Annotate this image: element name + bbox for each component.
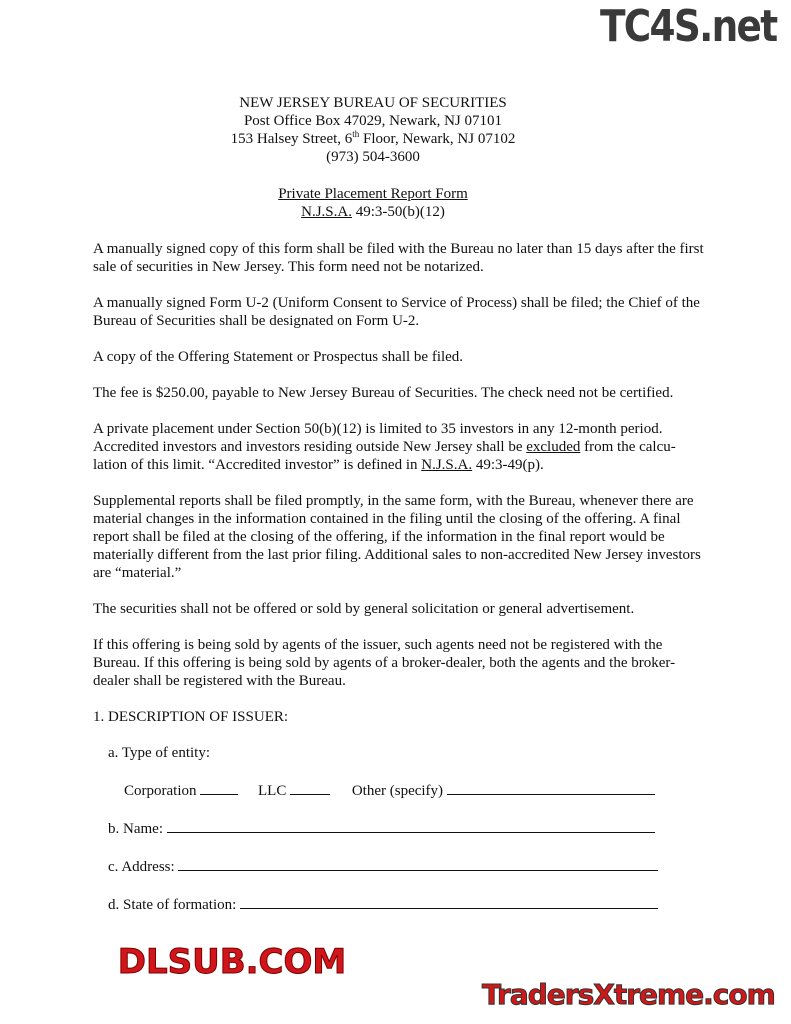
entity-type-row: Corporation LLC Other (specify) <box>124 780 705 800</box>
entity-type-label: a. Type of entity: <box>108 745 210 761</box>
paragraph-u2: A manually signed Form U-2 (Uniform Consent to Service of Process) shall be filed; the Chief of the Bureau of Securities shall be designated on Form U-2. <box>93 295 700 329</box>
name-field[interactable] <box>167 818 655 833</box>
watermark-tradersxtreme: TradersXtreme.com <box>482 978 775 1011</box>
address-field[interactable] <box>178 856 658 871</box>
paragraph-supplemental: Supplemental reports shall be filed promptly, in the same form, with the Bureau, whenever there are material changes in the information contained in the filing until the closing of the offering. A final report shall be filed at the closing of the offering, if the information in the final report would be materially different from the last prior filing. Additional sales to non-accredited New Jersey investors are “material.” <box>93 493 701 581</box>
address-row: c. Address: <box>108 856 705 876</box>
paragraph-solicitation: The securities shall not be offered or sold by general solicitation or general advertisement. <box>93 601 635 617</box>
statute: N.J.S.A. 49:3-50(b)(12) <box>301 204 445 220</box>
paragraph-filing: A manually signed copy of this form shall be filed with the Bureau no later than 15 days after the first sale of securities in New Jersey. This form need not be notarized. <box>93 241 704 275</box>
form-heading <box>93 185 705 221</box>
llc-field[interactable] <box>290 780 330 795</box>
corporation-field[interactable] <box>200 780 238 795</box>
watermark-dlsub: DLSUB.COM <box>117 942 347 982</box>
paragraph-prospectus: A copy of the Offering Statement or Prospectus shall be filed. <box>93 349 464 365</box>
street-address: 153 Halsey Street, 6th Floor, Newark, NJ 07102 <box>230 129 516 147</box>
phone: (973) 504-3600 <box>326 149 420 165</box>
state-row: d. State of formation: <box>108 894 705 914</box>
letterhead <box>93 94 705 166</box>
watermark-tc4s: TC4S.net <box>600 1 777 52</box>
po-box: Post Office Box 47029, Newark, NJ 07101 <box>243 113 503 129</box>
section-heading: 1. DESCRIPTION OF ISSUER: <box>93 709 289 725</box>
name-row: b. Name: <box>108 818 705 838</box>
paragraph-fee: The fee is $250.00, payable to New Jersey Bureau of Securities. The check need not be certified. <box>93 385 674 401</box>
form-title: Private Placement Report Form <box>278 186 468 202</box>
other-entity-field[interactable] <box>447 780 655 795</box>
state-of-formation-field[interactable] <box>240 894 658 909</box>
paragraph-agents: If this offering is being sold by agents of the issuer, such agents need not be registered with the Bureau. If this offering is being sold by agents of a broker-dealer, both the agents and the broker-dealer shall be registered with the Bureau. <box>93 637 676 689</box>
paragraph-investor-limit: A private placement under Section 50(b)(12) is limited to 35 investors in any 12-month period. Accredited investors and investors residing outside New Jersey shall be excluded from the calcu-lation of this limit. “Accredited investor” is defined in N.J.S.A. 49:3-49(p). <box>93 421 676 473</box>
agency-name: NEW JERSEY BUREAU OF SECURITIES <box>239 95 507 111</box>
